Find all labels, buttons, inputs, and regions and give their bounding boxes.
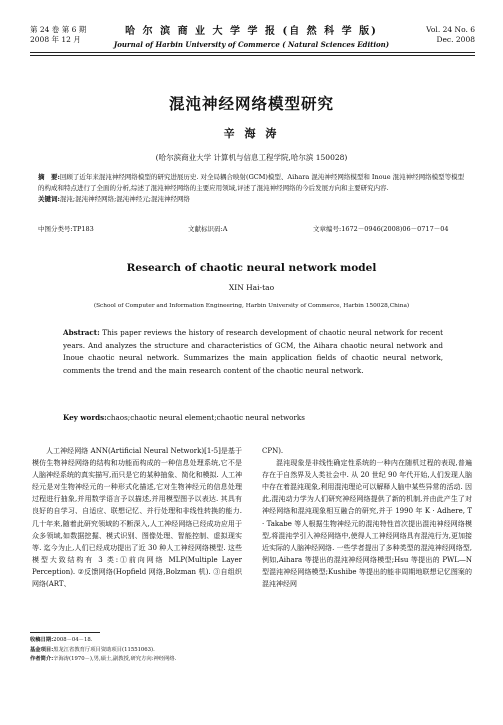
paper-title-en: Research of chaotic neural network model <box>126 262 377 274</box>
clc-number: 中图分类号:TP183 <box>38 225 94 233</box>
body-paragraph: CPN). <box>262 447 284 455</box>
footnote-received: 收稿日期:2008－04－18. <box>30 637 93 643</box>
author-name-en: XIN Hai-tao <box>228 283 275 292</box>
author-name-cn: 辛 海 涛 <box>223 127 280 140</box>
classification-row <box>38 224 468 233</box>
article-number: 文章编号:1672－0946(2008)06－0717－04 <box>313 225 449 233</box>
body-paragraph: 混沌现象是非线性确定性系统的一种内在随机过程的表现,普遍存在于自然界及人类社会中. 从 20 世纪 90 年代开始,人们发现人脑中存在着混沌现象,利用混沌理论可以解释人脑中某些异常的活动. 因此,混沌动力学为人们研究神经网络提供了新的机制,并由此产生了对神经网络和混沌现象相互融合的研究,并于 1990 年 K · Adhere, T · Takabe 等人根据生物神经元的混沌特性首次提出混沌神经网络模型,将混沌学引入神经网络中,使得人工神经网络具有混沌行为,更加接近实际的人脑神经网络. 一些学者提出了多种类型的混沌神经网络型,例如,Aihara 等提出的混沌神经网络模型;Hsu 等提出的 PWL—N 型混沌神经网络模型;Kushibe 等提出的能非周期地联想记忆图案的混沌神经网 <box>262 459 472 589</box>
abstract-en-text: This paper reviews the history of research development of chaotic neural network for recent years. And analyzes the structure and characteristics of GCM, the Aihara chaotic neural network and Inoue chaotic neural network. Summarizes the main application fields of chaotic neural network, comments the trend and the main research content of the chaotic neural network. <box>63 328 443 375</box>
abstract-cn <box>38 172 468 205</box>
volume-en-label: Vol. 24 No. 6 <box>426 25 475 34</box>
document-code: 文献标识码:A <box>188 225 228 233</box>
keywords-cn-text: 混沌;混沌神经网络;混沌神经元;混沌神经网络 <box>59 195 190 203</box>
paper-title-cn: 混沌神经网络模型研究 <box>168 94 334 113</box>
abstract-en <box>63 327 443 377</box>
body-paragraph: 人工神经网络 ANN(Artificial Neural Network)[1-5]是基于模仿生物神经网络的结构和功能而构成的一种信息处理系统,它不是人脑神经系统的真实描写,而只是它的某种抽象、简化和模拟. 人工神经元是对生物神经元的一种形式化描述,它对生物神经元的信息处理过程进行抽象,并用数学语言予以描述,并用模型图予以表达. 其具有良好的自学习、自适应、联想记忆、并行处理和非线性转换的能力. 几十年来,随着此研究领域的不断深入,人工神经网络已经成功应用于众多领域,如数据挖掘、模式识别、图像处理、智能控制、虚拟现实等. 迄今为止,人们已经成功提出了近 30 种人工神经网络模型. 这些模型大致结构有 3 类:①前向网络 MLP(Multiple Layer Perception). ②反馈网络(Hopfield 网络,Bolzman 机). ③自组织网络(ART、 <box>32 447 242 589</box>
header-rule-thin <box>30 55 475 56</box>
affiliation-cn: (哈尔滨商业大学 计算机与信息工程学院,哈尔滨 150028) <box>155 153 348 162</box>
footnote-author: 作者简介:辛海涛(1970－),男,硕士,副教授,研究方向:神经网络. <box>30 656 177 662</box>
abstract-en-label: Abstract: <box>63 328 100 337</box>
footnote-rule <box>30 632 100 633</box>
footnote-fund: 基金项目:黑龙江省教育厅项目资助项目(11551063). <box>30 646 155 653</box>
volume-label: 第 24 卷 第 6 期 <box>30 25 87 34</box>
affiliation-en: (School of Computer and Information Engineering, Harbin University of Commerce, Harbin 150028,China) <box>93 303 410 309</box>
abstract-cn-label: 摘 要: <box>38 173 60 181</box>
keywords-cn-label: 关键词: <box>38 195 60 203</box>
keywords-en-label: Key words: <box>63 413 107 422</box>
keywords-en-text: chaos;chaotic neural element;chaotic neural networks <box>106 413 305 422</box>
body-column-right <box>262 445 472 590</box>
abstract-cn-text: 回顾了近年来混沌神经网络模型的研究进展历史. 对全局耦合映射(GCM)模型、Aihara 混沌神经网络模型和 Inoue 混沌神经网络模型等模型的构成和特点进行了全面的分析,综述了混沌神经网络的主要应用领域,评述了混沌神经网络的今后发展方向和主要研究内容. <box>38 173 465 192</box>
journal-title-en: Journal of Harbin University of Commerce ( Natural Sciences Edition) <box>113 40 390 49</box>
header-rule-thick <box>30 52 475 53</box>
journal-issue-info-en <box>426 25 475 45</box>
date-cn-label: 2008 年 12 月 <box>30 35 81 44</box>
journal-title-cn: 哈 尔 滨 商 业 大 学 学 报 (自 然 科 学 版) <box>125 26 378 37</box>
date-en-label: Dec. 2008 <box>436 35 475 44</box>
footnotes <box>30 636 290 665</box>
keywords-en <box>63 413 443 422</box>
body-column-left <box>32 445 242 590</box>
